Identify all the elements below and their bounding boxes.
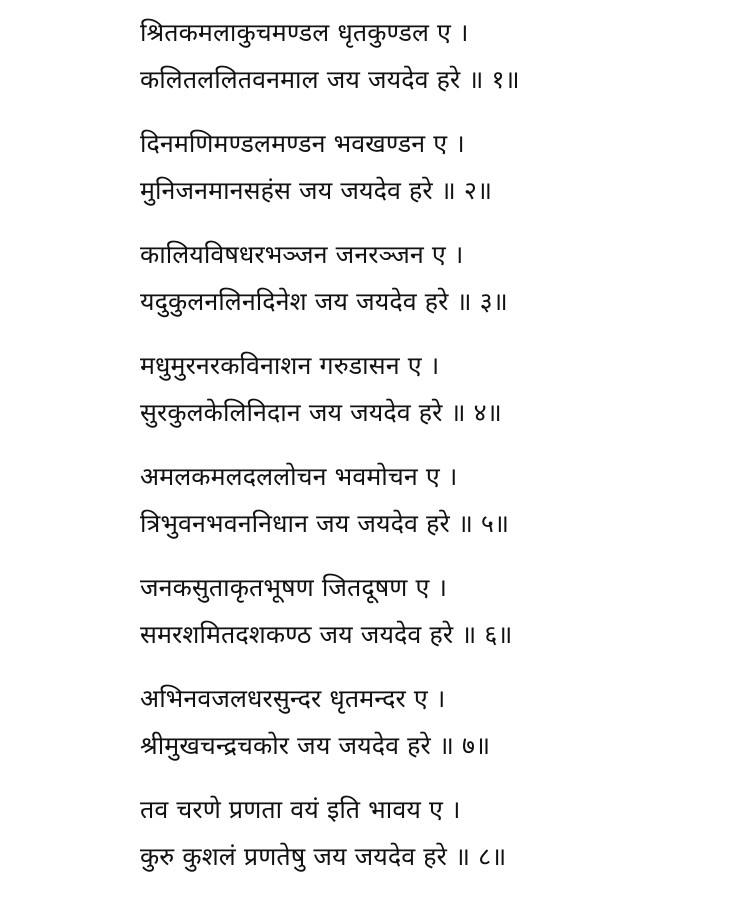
stanza-8 (140, 787, 730, 898)
stanza-line: मधुमुरनरकविनाशन गरुडासन ए । (140, 351, 440, 380)
stanza-refrain-line: मुनिजनमानसहंस जय जयदेव हरे ॥ २॥ (140, 176, 493, 205)
stanza-line: अमलकमलदललोचन भवमोचन ए । (140, 462, 458, 491)
verse-document (140, 10, 730, 898)
stanza-line: अभिनवजलधरसुन्दर धृतमन्दर ए । (140, 684, 446, 713)
stanza-2 (140, 121, 730, 232)
stanza-line: कालियविषधरभञ्जन जनरञ्जन ए । (140, 240, 464, 269)
stanza-refrain-line: यदुकुलनलिनदिनेश जय जयदेव हरे ॥ ३॥ (140, 287, 508, 316)
stanza-line: श्रितकमलाकुचमण्डल धृतकुण्डल ए । (140, 18, 469, 47)
stanza-1 (140, 10, 730, 121)
stanza-4 (140, 343, 730, 454)
stanza-refrain-line: सुरकुलकेलिनिदान जय जयदेव हरे ॥ ४॥ (140, 398, 502, 427)
stanza-line: दिनमणिमण्डलमण्डन भवखण्डन ए । (140, 129, 465, 158)
stanza-refrain-line: त्रिभुवनभवननिधान जय जयदेव हरे ॥ ५॥ (140, 509, 510, 538)
stanza-refrain-line: कुरु कुशलं प्रणतेषु जय जयदेव हरे ॥ ८॥ (140, 842, 507, 871)
stanza-line: तव चरणे प्रणता वयं इति भावय ए । (140, 795, 461, 824)
stanza-5 (140, 454, 730, 565)
stanza-3 (140, 232, 730, 343)
stanza-line: जनकसुताकृतभूषण जितदूषण ए । (140, 573, 448, 602)
stanza-7 (140, 676, 730, 787)
stanza-refrain-line: श्रीमुखचन्द्रचकोर जय जयदेव हरे ॥ ७॥ (140, 731, 491, 760)
stanza-refrain-line: कलितललितवनमाल जय जयदेव हरे ॥ १॥ (140, 65, 520, 94)
stanza-6 (140, 565, 730, 676)
stanza-refrain-line: समरशमितदशकण्ठ जय जयदेव हरे ॥ ६॥ (140, 620, 513, 649)
